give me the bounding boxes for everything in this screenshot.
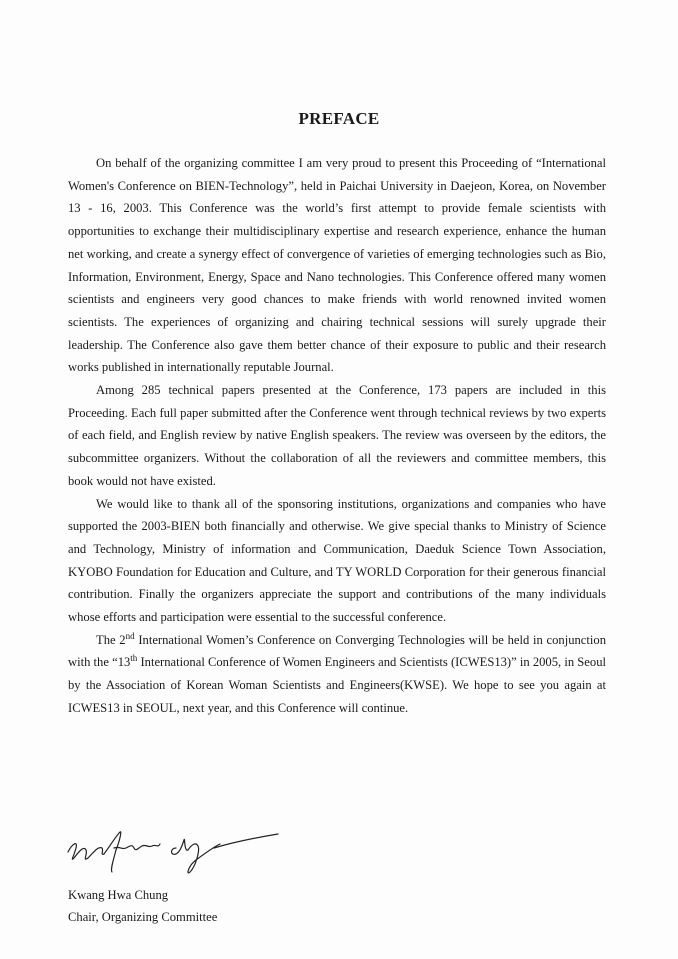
signer-role: Chair, Organizing Committee [68,910,218,924]
handwritten-signature [64,818,284,880]
page-title: PREFACE [298,109,380,128]
ordinal-superscript: th [130,653,138,664]
paragraph-1: On behalf of the organizing committee I am very proud to present this Proceeding of “International Women's Conference on BIEN-Technology”, held in Paichai University in Daejeon, Korea, on November 13 - 16, 2003. This Conference was the world’s first attempt to provide female scientists with opportunities to exchange their multidisciplinary expertise and research experience, enhance the human net working, and create a synergy effect of convergence of varieties of emerging technologies such as Bio, Information, Environment, Energy, Space and Nano technologies. This Conference offered many women scientists and engineers very good chances to make friends with world renowned invited women scientists. The experiences of organizing and chairing technical sessions will surely upgrade their leadership. The Conference also gave them better chance of their exposure to public and their research works published in internationally reputable Journal. [68,156,606,375]
ordinal-superscript: nd [125,630,135,641]
preface-body [68,152,606,720]
paragraph-4-part-c: International Conference of Women Engineers and Scientists (ICWES13)” in 2005, in Seoul by the Association of Korean Woman Scientists and Engineers(KWSE). We hope to see you again at ICWES13 in SEOUL, next year, and this Conference will continue. [68,655,606,715]
signer-block [68,884,217,928]
paragraph-2: Among 285 technical papers presented at the Conference, 173 papers are included in this Proceeding. Each full paper submitted after the Conference went through technical reviews by two experts of each field, and English review by native English speakers. The review was overseen by the editors, the subcommittee organizers. Without the collaboration of all the reviewers and committee members, this book would not have existed. [68,383,606,488]
paragraph-3: We would like to thank all of the sponsoring institutions, organizations and companies who have supported the 2003-BIEN both financially and otherwise. We give special thanks to Ministry of Science and Technology, Ministry of information and Communication, Daeduk Science Town Association, KYOBO Foundation for Education and Culture, and TY WORLD Corporation for their generous financial contribution. Finally the organizers appreciate the support and contributions of the many individuals whose efforts and participation were essential to the successful conference. [68,496,606,625]
signer-name: Kwang Hwa Chung [68,888,169,902]
paragraph-4-part-b: International Women’s Conference on Converging Technologies will be held in conjunction with the “13 [68,632,606,670]
paragraph-4-part-a: The 2 [96,632,126,647]
paragraph-4 [68,629,606,720]
